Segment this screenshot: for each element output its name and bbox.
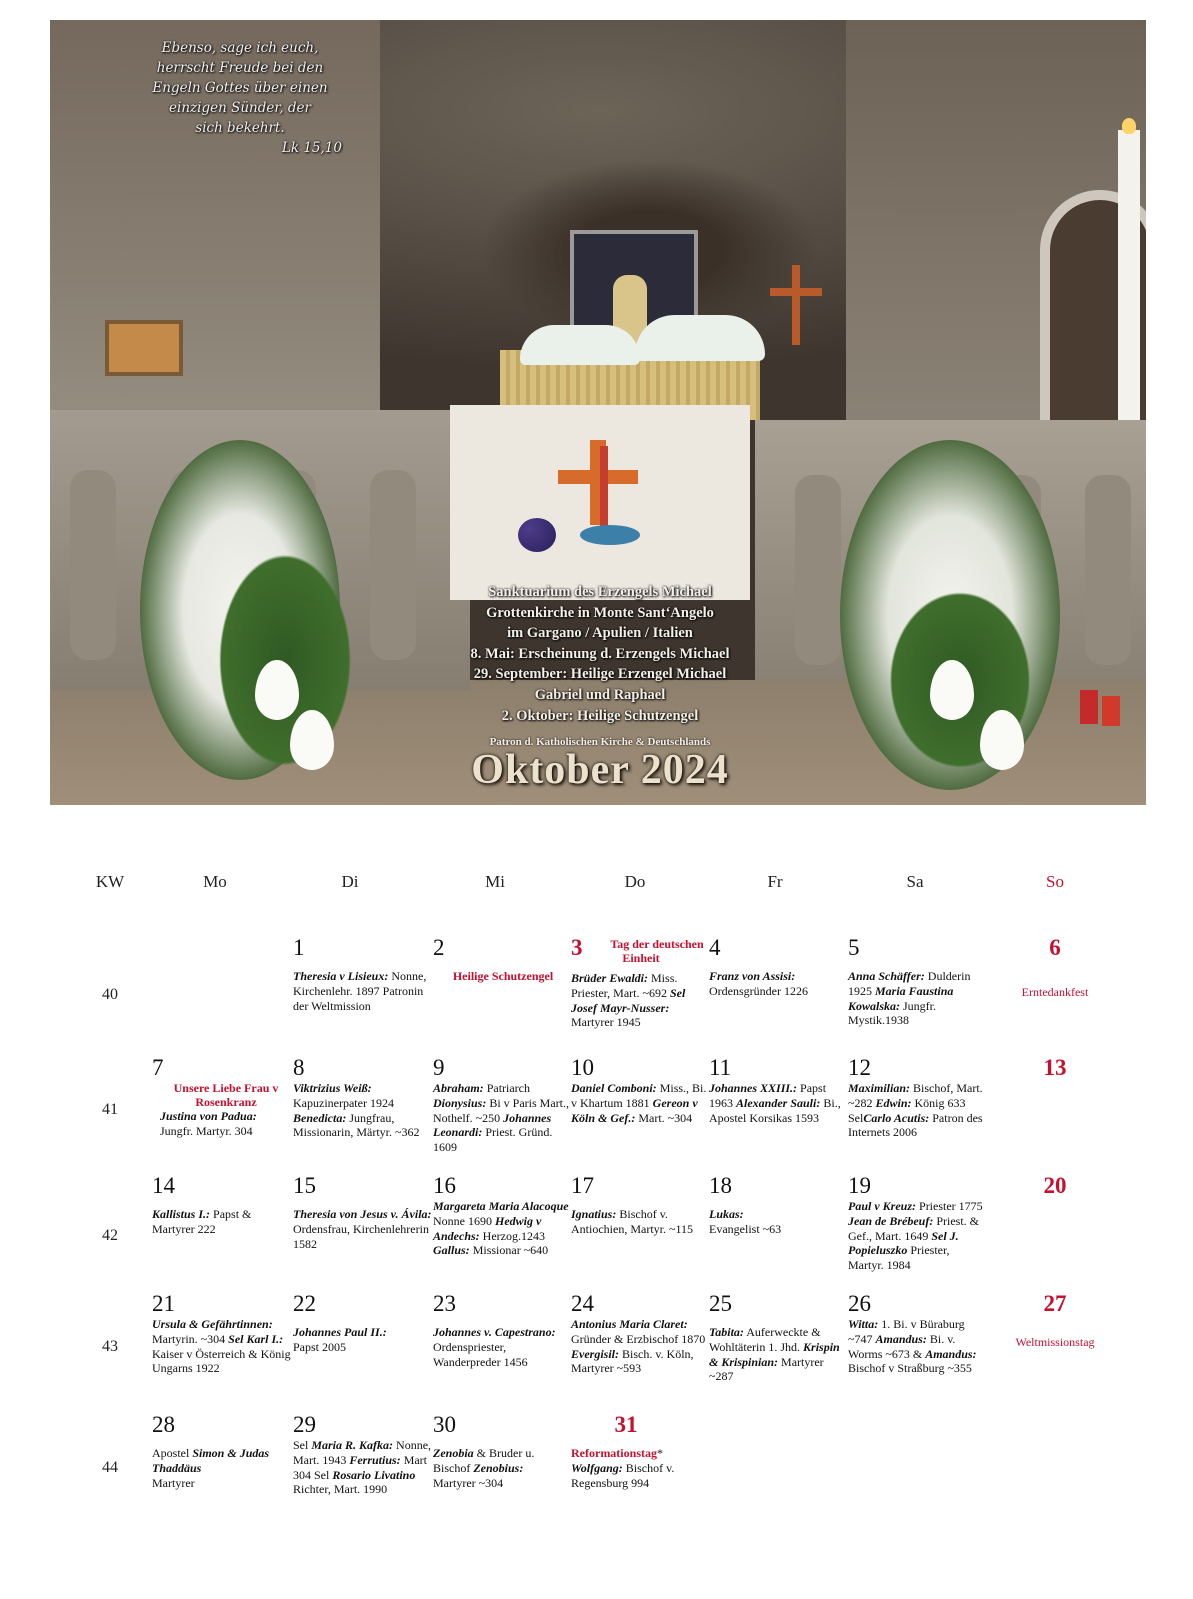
day-cell-19: 19 Paul v Kreuz: Priester 1775 Jean de Brébeuf: Priest. & Gef., Mart. 1649 Sel J. Popieluszko Priester, Martyr. 1984	[848, 1173, 983, 1273]
day-cell-10: 10 Daniel Comboni: Miss., Bi. v Khartum 1881 Gereon v Köln & Gef.: Mart. ~304	[571, 1055, 707, 1125]
flower-wing-right	[635, 315, 765, 361]
header-sa: Sa	[906, 872, 924, 891]
day-cell-3: 3 Tag der deutschen Einheit Brüder Ewaldi: Miss. Priester, Mart. ~692 Sel Josef Mayr-Nusser: Martyrer 1945	[571, 935, 711, 1030]
header-di: Di	[341, 872, 359, 891]
day-cell-23: 23 Johannes v. Capestrano: Ordenspriester, Wanderpreder 1456	[433, 1291, 556, 1369]
day-cell-29: 29 Sel Maria R. Kafka: Nonne, Mart. 1943 Ferrutius: Mart 304 Sel Rosario Livatino Richter, Mart. 1990	[293, 1412, 432, 1497]
day-number: 23	[433, 1291, 456, 1316]
flower-wing-left	[520, 325, 640, 365]
day-cell-8: 8 Viktrizius Weiß: Kapuzinerpater 1924 Benedicta: Jungfrau, Missionarin, Märtyr. ~362	[293, 1055, 420, 1140]
header-do: Do	[624, 872, 646, 891]
week-number: 43	[102, 1338, 118, 1355]
sunday-note: Erntedankfest	[1021, 985, 1089, 999]
day-cell-14: 14 Kallistus I.: Papst & Martyrer 222	[152, 1173, 252, 1236]
quote-reference: Lk 15,10	[281, 140, 342, 156]
crucifix-bar	[770, 288, 822, 296]
day-cell-17: 17 Ignatius: Bischof v. Antiochien, Martyr. ~115	[571, 1173, 694, 1236]
day-number: 9	[433, 1055, 445, 1080]
day-number: 29	[293, 1412, 316, 1437]
day-number: 18	[709, 1173, 732, 1198]
greenery-left	[210, 540, 360, 780]
day-number: 20	[1043, 1173, 1067, 1198]
day-number: 12	[848, 1055, 871, 1080]
day-number: 19	[848, 1173, 871, 1198]
week-number: 40	[102, 986, 118, 1003]
day-cell-28: 28 Apostel Simon & Judas Thaddäus Martyrer	[152, 1412, 270, 1490]
day-cell-20	[990, 1173, 1120, 1199]
day-cell-21: 21 Ursula & Gefährtinnen: Martyrin. ~304 Sel Karl I.: Kaiser v Österreich & König Ungarns 1922	[152, 1291, 291, 1376]
day-cell-30: 30 Zenobia & Bruder u. Bischof Zenobius: Martyrer ~304	[433, 1412, 535, 1490]
day-cell-12: 12 Maximilian: Bischof, Mart. ~282 Edwin: König 633 SelCarlo Acutis: Patron des Internets 2006	[848, 1055, 983, 1140]
header-fr: Fr	[767, 872, 783, 891]
day-number: 4	[709, 935, 721, 960]
day-number: 13	[1043, 1055, 1067, 1080]
day-number: 8	[293, 1055, 305, 1080]
header-so: So	[1046, 872, 1064, 891]
day-cell-26: 26 Witta: 1. Bi. v Büraburg ~747 Amandus: Bi. v. Worms ~673 & Amandus: Bischof v Straßburg ~355	[848, 1291, 977, 1376]
feast-label: Unsere Liebe Frau v Rosenkranz	[173, 1081, 279, 1109]
day-number: 26	[848, 1291, 871, 1316]
day-cell-5: 5 Anna Schäffer: Dulderin 1925 Maria Faustina Kowalska: Jungfr. Mystik.1938	[848, 935, 971, 1028]
day-cell-4: 4 Franz von Assisi: Ordensgründer 1226	[709, 935, 808, 998]
fish-icon	[580, 525, 640, 545]
day-number: 1	[293, 935, 305, 960]
day-cell-2	[433, 935, 573, 983]
week-number: 42	[102, 1227, 118, 1244]
feast-label: Heilige Schutzengel	[452, 969, 554, 983]
day-cell-11: 11 Johannes XXIII.: Papst 1963 Alexander Sauli: Bi., Apostel Korsikas 1593	[709, 1055, 841, 1125]
day-cell-6	[990, 935, 1120, 1000]
feast-label: Reformationstag	[571, 1446, 657, 1460]
day-number: 31	[614, 1412, 638, 1437]
day-number: 6	[1049, 935, 1061, 960]
icon-painting	[105, 320, 183, 376]
day-number: 7	[152, 1055, 164, 1080]
day-number: 2	[433, 935, 445, 960]
month-title: Oktober 2024	[471, 747, 729, 793]
day-number: 10	[571, 1055, 594, 1080]
week-number: 41	[102, 1101, 118, 1118]
day-cell-22: 22 Johannes Paul II.: Papst 2005	[293, 1291, 387, 1354]
cover-photo	[50, 20, 1146, 805]
bible-quote: Ebenso, sage ich euch, herrscht Freude bei den Engeln Gottes über einen einzigen Sünder, der sich bekehrt. Lk 15,10	[130, 38, 350, 158]
votive-candle	[1102, 696, 1120, 726]
day-cell-9: 9 Abraham: Patriarch Dionysius: Bi v Paris Mart., Nothelf. ~250 Johannes Leonardi: Priest. Gründ. 1609	[433, 1055, 570, 1155]
day-cell-18: 18 Lukas: Evangelist ~63	[709, 1173, 782, 1236]
header-kw: KW	[95, 872, 125, 891]
day-cell-7: 7 Unsere Liebe Frau v Rosenkranz Justina von Padua: Jungfr. Martyr. 304	[152, 1055, 292, 1139]
candle-flame	[1122, 118, 1136, 134]
day-number: 28	[152, 1412, 175, 1437]
day-cell-13	[990, 1055, 1120, 1081]
day-cell-31: 31 Reformationstag* Wolfgang: Bischof v. Regensburg 994	[571, 1412, 675, 1490]
header-mi: Mi	[485, 872, 505, 891]
day-cell-25: 25 Tabita: Auferweckte & Wohltäterin 1. Jhd. Krispin & Krispinian: Martyrer ~287	[709, 1291, 840, 1384]
header-mo: Mo	[203, 872, 227, 891]
day-number: 21	[152, 1291, 175, 1316]
photo-caption: Sanktuarium des Erzengels Michael Grottenkirche in Monte Sant‘Angelo im Gargano / Apulien / Italien 8. Mai: Erscheinung d. Erzengels Michael 29. September: Heilige Erzengel Michael Gabriel und Raphael 2. Oktober: Heilige Schutzengel	[470, 584, 730, 724]
day-number: 14	[152, 1173, 175, 1198]
day-number: 3	[571, 935, 583, 960]
cloth-cross-bar	[558, 470, 638, 484]
day-number: 25	[709, 1291, 732, 1316]
day-number: 30	[433, 1412, 456, 1437]
day-number: 15	[293, 1173, 316, 1198]
feast-label: Tag der deutschen Einheit	[610, 937, 704, 965]
crucifix	[792, 265, 800, 345]
votive-candle	[1080, 690, 1098, 724]
paschal-candle	[1118, 130, 1140, 420]
day-cell-27	[990, 1291, 1120, 1350]
day-cell-15: 15 Theresia von Jesus v. Ávila: Ordensfrau, Kirchenlehrerin 1582	[293, 1173, 432, 1251]
day-number: 5	[848, 935, 860, 960]
day-number: 17	[571, 1173, 594, 1198]
day-cell-24: 24 Antonius Maria Claret: Gründer & Erzbischof 1870 Evergisil: Bisch. v. Köln, Martyrer ~593	[571, 1291, 706, 1376]
day-number: 24	[571, 1291, 594, 1316]
day-number: 16	[433, 1173, 456, 1198]
sunday-note: Weltmissionstag	[1015, 1335, 1095, 1349]
cloth-cross-red	[600, 446, 608, 526]
day-number: 22	[293, 1291, 316, 1316]
grapes-icon	[518, 518, 556, 552]
patron-line: Patron d. Katholischen Kirche & Deutschlands	[489, 736, 711, 748]
day-cell-1: 1 Theresia v Lisieux: Nonne, Kirchenlehr. 1897 Patronin der Weltmission	[293, 935, 427, 1013]
day-number: 11	[709, 1055, 732, 1080]
day-number: 27	[1043, 1291, 1067, 1316]
week-number: 44	[102, 1459, 118, 1476]
day-cell-16: 16 Margareta Maria Alacoque Nonne 1690 Hedwig v Andechs: Herzog.1243 Gallus: Missionar ~640	[433, 1173, 569, 1258]
